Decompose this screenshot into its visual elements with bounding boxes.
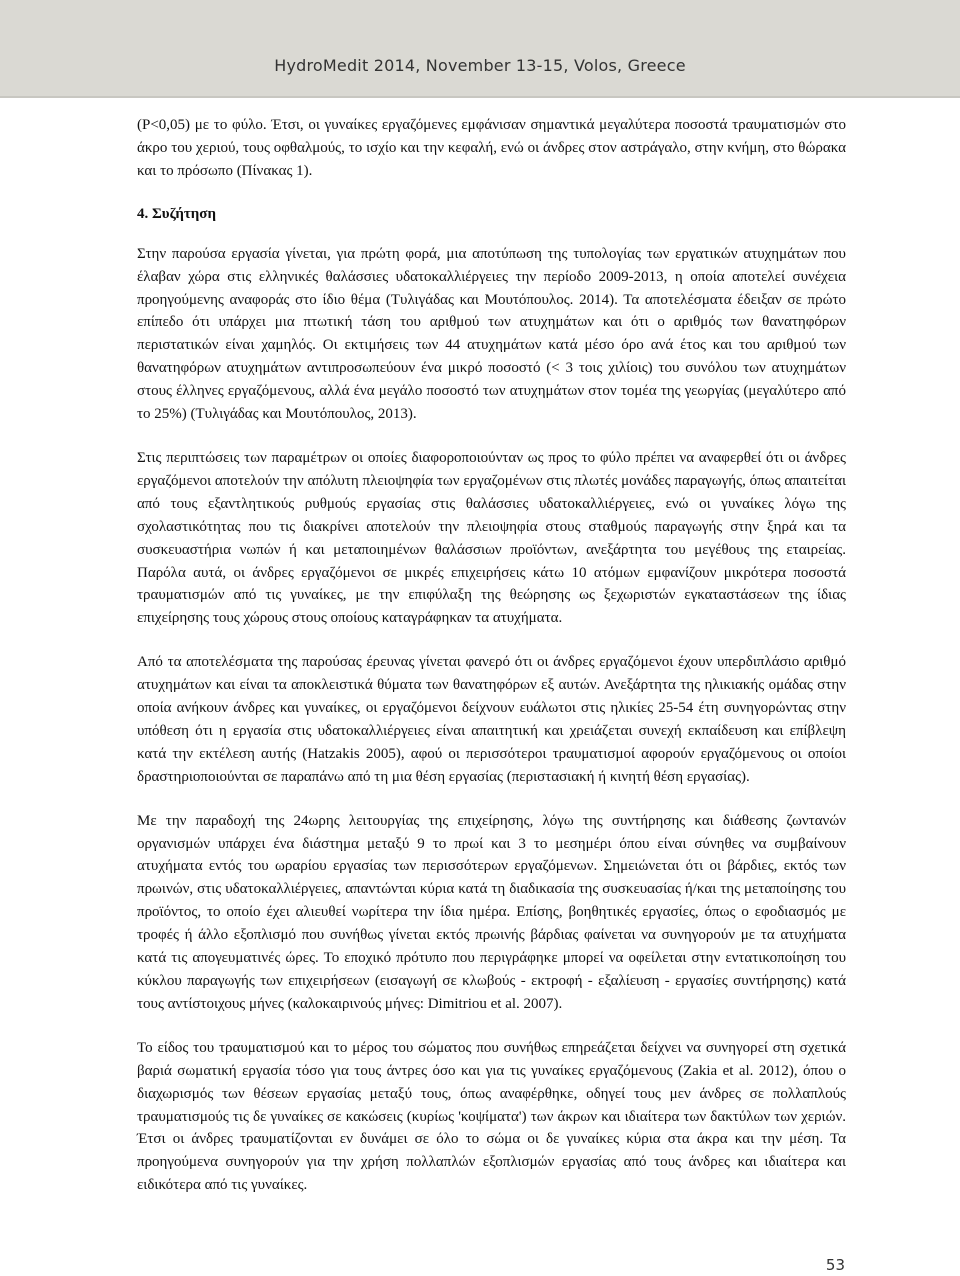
page-number: 53 bbox=[825, 1256, 845, 1274]
conference-header: HydroMedit 2014, November 13-15, Volos, Greece bbox=[274, 56, 686, 75]
paragraph-5: Το είδος του τραυματισμού και το μέρος του σώματος που συνήθως επηρεάζεται δείχνει να συνηγορεί στη σχετικά βαριά σωματική εργασία τόσο για τους άντρες όσο και για τις γυναίκες εργαζόμενους (Zakia et al. 2012), όπου ο διαχωρισμός των θέσεων εργασίας μεταξύ τους, όπως αναφέρθηκε, οδηγεί τους μεν άνδρες σε πολλαπλούς τραυματισμούς τις δε γυναίκες σε κακώσεις (κυρίως 'κοψίματα') των άκρων και ιδιαίτερα των δακτύλων των χεριών. Έτσι οι άνδρες τραυματίζονται εν δυνάμει σε όλο το σώμα οι δε γυναίκες κύρια στα άκρα και την μέση. Τα προηγούμενα συνηγορούν για την χρήση πολλαπλών εξοπλισμών εργασίας από τους άνδρες και ιδιαίτερα και ειδικότερα από τις γυναίκες. bbox=[137, 1039, 846, 1194]
intro-paragraph: (P<0,05) με το φύλο. Έτσι, οι γυναίκες εργαζόμενες εμφάνισαν σημαντικά μεγαλύτερα ποσοστά τραυματισμών στο άκρο του χεριού, τους οφθαλμούς, το ισχίο και την κεφαλή, ενώ οι άνδρες στον αστράγαλο, στην κνήμη, στο θώρακα και το πρόσωπο (Πίνακας 1). bbox=[137, 117, 846, 179]
paragraph-2: Στις περιπτώσεις των παραμέτρων οι οποίες διαφοροποιούνταν ως προς το φύλο πρέπει να αναφερθεί ότι οι άνδρες εργαζόμενοι αποτελούν την απόλυτη πλειοψηφία των εργαζομένων στις πλωτές μονάδες παραγωγής, όπως απαιτείται από τους εξαντλητικούς ρυθμούς εργασίας στις θαλάσσιες υδατοκαλλιέργειες, ενώ οι γυναίκες λόγω της σχολαστικότητας που τις διακρίνει αποτελούν την πλειοψηφία στους σταθμούς παραγωγής στην ξηρά και τα συσκευαστήρια νωπών ή και μεταποιημένων θαλάσσιων προϊόντων, ανεξάρτητα του μεγέθους της εταιρείας. Παρόλα αυτά, οι άνδρες εργαζόμενοι σε μικρές επιχειρήσεις κάτω 10 ατόμων εμφανίζουν μικρότερα ποσοστά τραυματισμών από τις γυναίκες, με την επιφύλαξη της θεώρησης ως ξεχωριστών εγκαταστάσεων της ίδιας επιχείρησης τους χώρους στους οποίους καταγράφηκαν τα ατυχήματα. bbox=[137, 449, 846, 627]
paragraph-3: Από τα αποτελέσματα της παρούσας έρευνας γίνεται φανερό ότι οι άνδρες εργαζόμενοι έχουν υπερδιπλάσιο αριθμό ατυχημάτων και είναι τα αποκλειστικά θύματα των θανατηφόρων εξ αυτών. Ανεξάρτητα της ηλικιακής ομάδας στην οποία ανήκουν άνδρες και γυναίκες, οι εργαζόμενοι δείχνουν ευάλωτοι στις ηλικίες 25-54 έτη συνηγορώντας στην υπόθεση ότι η εργασία στις υδατοκαλλιέργειες είναι απαιτητική και χρειάζεται συνεχή εκπαίδευση και επίβλεψη κατά την εκτέλεση αυτής (Hatzakis 2005), αφού οι περισσότεροι τραυματισμοί αφορούν εργαζόμενους οι οποίοι δραστηριοποιούνται σε παραπάνω από τη μια θέση εργασίας (περιστασιακή ή κινητή θέση εργασίας). bbox=[137, 654, 846, 785]
paragraph-4: Με την παραδοχή της 24ωρης λειτουργίας της επιχείρησης, λόγω της συντήρησης και διάθεσης ζωντανών οργανισμών υπάρχει ένα διάστημα μεταξύ 9 το πρωί και 3 το μεσημέρι όπου είναι σύνηθες να συμβαίνουν ατυχήματα εντός του ωραρίου εργασίας των περισσότερων εργαζόμενων. Σημειώνεται ότι οι βάρδιες, εκτός των πρωινών, στις υδατοκαλλιέργειες, απαντώνται κύρια κατά τη διαδικασία της συσκευασίας ή/και της μεταποίησης του προϊόντος, το οποίο έχει αλιευθεί νωρίτερα την ίδια ημέρα. Επίσης, βοηθητικές εργασίες, όπως ο εφοδιασμός με τροφές ή άλλο εξοπλισμό που συνήθως γίνεται εκτός πρωινής βάρδιας φαίνεται να συνηγορούν με τα ατυχήματα κατά τις απογευματινές ώρες. Το εποχικό πρότυπο που περιγράφηκε μπορεί να οφείλεται στην εντατικοποίηση του κύκλου παραγωγής των επιχειρήσεων (εισαγωγή σε κλωβούς - εκτροφή - εξαλίευση - εργασίες συντήρησης) κατά τους αντίστοιχους μήνες (καλοκαιρινούς μήνες: Dimitriou et al. 2007). bbox=[137, 812, 846, 1012]
page-header bbox=[0, 0, 960, 98]
paragraph-1: Στην παρούσα εργασία γίνεται, για πρώτη φορά, μια αποτύπωση της τυπολογίας των εργατικών ατυχημάτων που έλαβαν χώρα στις ελληνικές θαλάσσιες υδατοκαλλιέργειες την περίοδο 2009-2013, η οποία αποτελεί συνέχεια προηγούμενης αναφοράς στο ίδιο θέμα (Τυλιγάδας και Μουτόπουλος. 2014). Τα αποτελέσματα έδειξαν σε πρώτο επίπεδο ότι υπάρχει μια πτωτική τάση του αριθμού των ατυχημάτων και ότι ο αριθμός των θανατηφόρων περιστατικών είναι χαμηλός. Οι εκτιμήσεις των 44 ατυχημάτων κατά μέσο όρο ανά έτος και του αριθμού των θανατηφόρων ατυχημάτων αντιπροσωπεύουν ένα μικρό ποσοστό (< 3 τοις χιλίοις) του συνόλου των ατυχημάτων στους έλληνες εργαζόμενους, αλλά ένα μεγάλο ποσοστό των ατυχημάτων στον τομέα της γεωργίας (μεγαλύτερο από το 25%) (Τυλιγάδας και Μουτόπουλος, 2013). bbox=[137, 245, 846, 423]
section-heading: 4. Συζήτηση bbox=[137, 205, 216, 222]
page-content bbox=[137, 114, 846, 1218]
